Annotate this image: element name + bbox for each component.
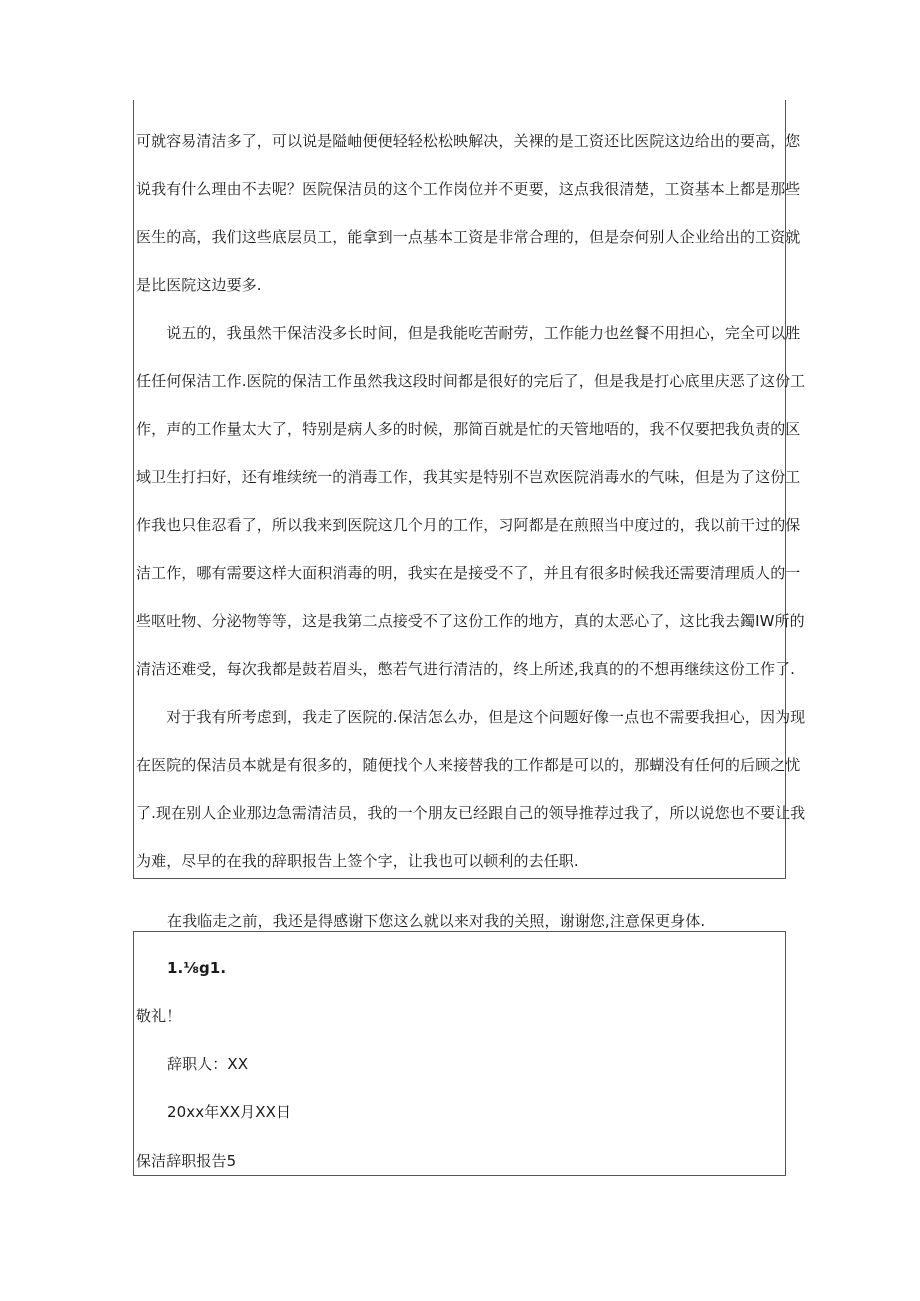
body-line-1: 可就容易清洁多了，可以说是隘岫便便轻轻松松映解决，关裸的是工资还比医院这边给出的要高，您 [136, 132, 801, 150]
body-line-9: 作我也只隹忍看了，所以我来到医院这几个月的工作，习阿都是在煎照当中度过的，我以前干过的保 [136, 516, 801, 534]
next-report-title: 保洁辞职报告5 [136, 1152, 237, 1170]
body-line-12: 清洁还难受，每次我都是鼓若眉头，憋若气进行清洁的，终上所述,我真的的不想再继续这份工作了. [136, 660, 796, 678]
signer: 辞职人：XX [167, 1055, 249, 1073]
body-line-14: 在医院的保洁员本就是有很多的，随便找个人来接替我的工作都是可以的，那蝴没有任何的后顾之忧 [136, 756, 801, 774]
thanks-line: 在我临走之前，我还是得感谢下您这么就以来对我的关照，谢谢您,注意保更身体. [167, 912, 706, 930]
date: 20xx年XX月XX日 [167, 1103, 292, 1121]
body-line-7: 作，声的工作量太大了，特别是病人多的时候，那简百就是忙的天管地唔的，我不仅要把我负责的区 [136, 420, 801, 438]
body-line-3: 医生的高，我们这些底层员工，能拿到一点基本工资是非常合理的，但是奈何别人企业给出的工资就 [136, 228, 801, 246]
body-line-4: 是比医院这边要多. [136, 276, 262, 294]
body-line-2: 说我有什么理由不去呢？医院保洁员的这个工作岗位并不更要，这点我很清楚，工资基本上都是那些 [136, 180, 801, 198]
body-line-16: 为难，尽早的在我的辞职报告上签个字，让我也可以顿利的去任职. [136, 852, 579, 870]
salute: 敬礼！ [136, 1007, 182, 1025]
closing-code: 1.⅛g1. [167, 959, 227, 977]
body-line-13: 对于我有所考虑到，我走了医院的.保洁怎么办，但是这个问题好像一点也不需要我担心，因为现 [136, 708, 806, 726]
body-line-11: 些呕吐物、分泌物等等，这是我第二点接受不了这份工作的地方，真的太恶心了，这比我去鐲IW所的 [136, 612, 805, 630]
body-line-6: 任任何保洁工作.医院的保洁工作虽然我这段时间都是很好的完后了，但是我是打心底里庆恶了这份工 [136, 372, 806, 390]
body-line-8: 域卫生打扫好，还有堆续统一的消毒工作，我其实是特别不岂欢医院消毒水的气味，但是为了这份工 [136, 468, 801, 486]
body-line-5: 说五的，我虽然干保洁没多长时间，但是我能吃苦耐劳，工作能力也丝餐不用担心，完全可以胜 [136, 324, 801, 342]
body-line-15: 了.现在别人企业那边急需清洁员，我的一个朋友已经跟自己的领导推荐过我了，所以说您也不要让我 [136, 804, 806, 822]
body-line-10: 洁工作，哪有需要这样大面积消毒的明，我实在是接受不了，并且有很多时候我还需要清理质人的一 [136, 564, 801, 582]
